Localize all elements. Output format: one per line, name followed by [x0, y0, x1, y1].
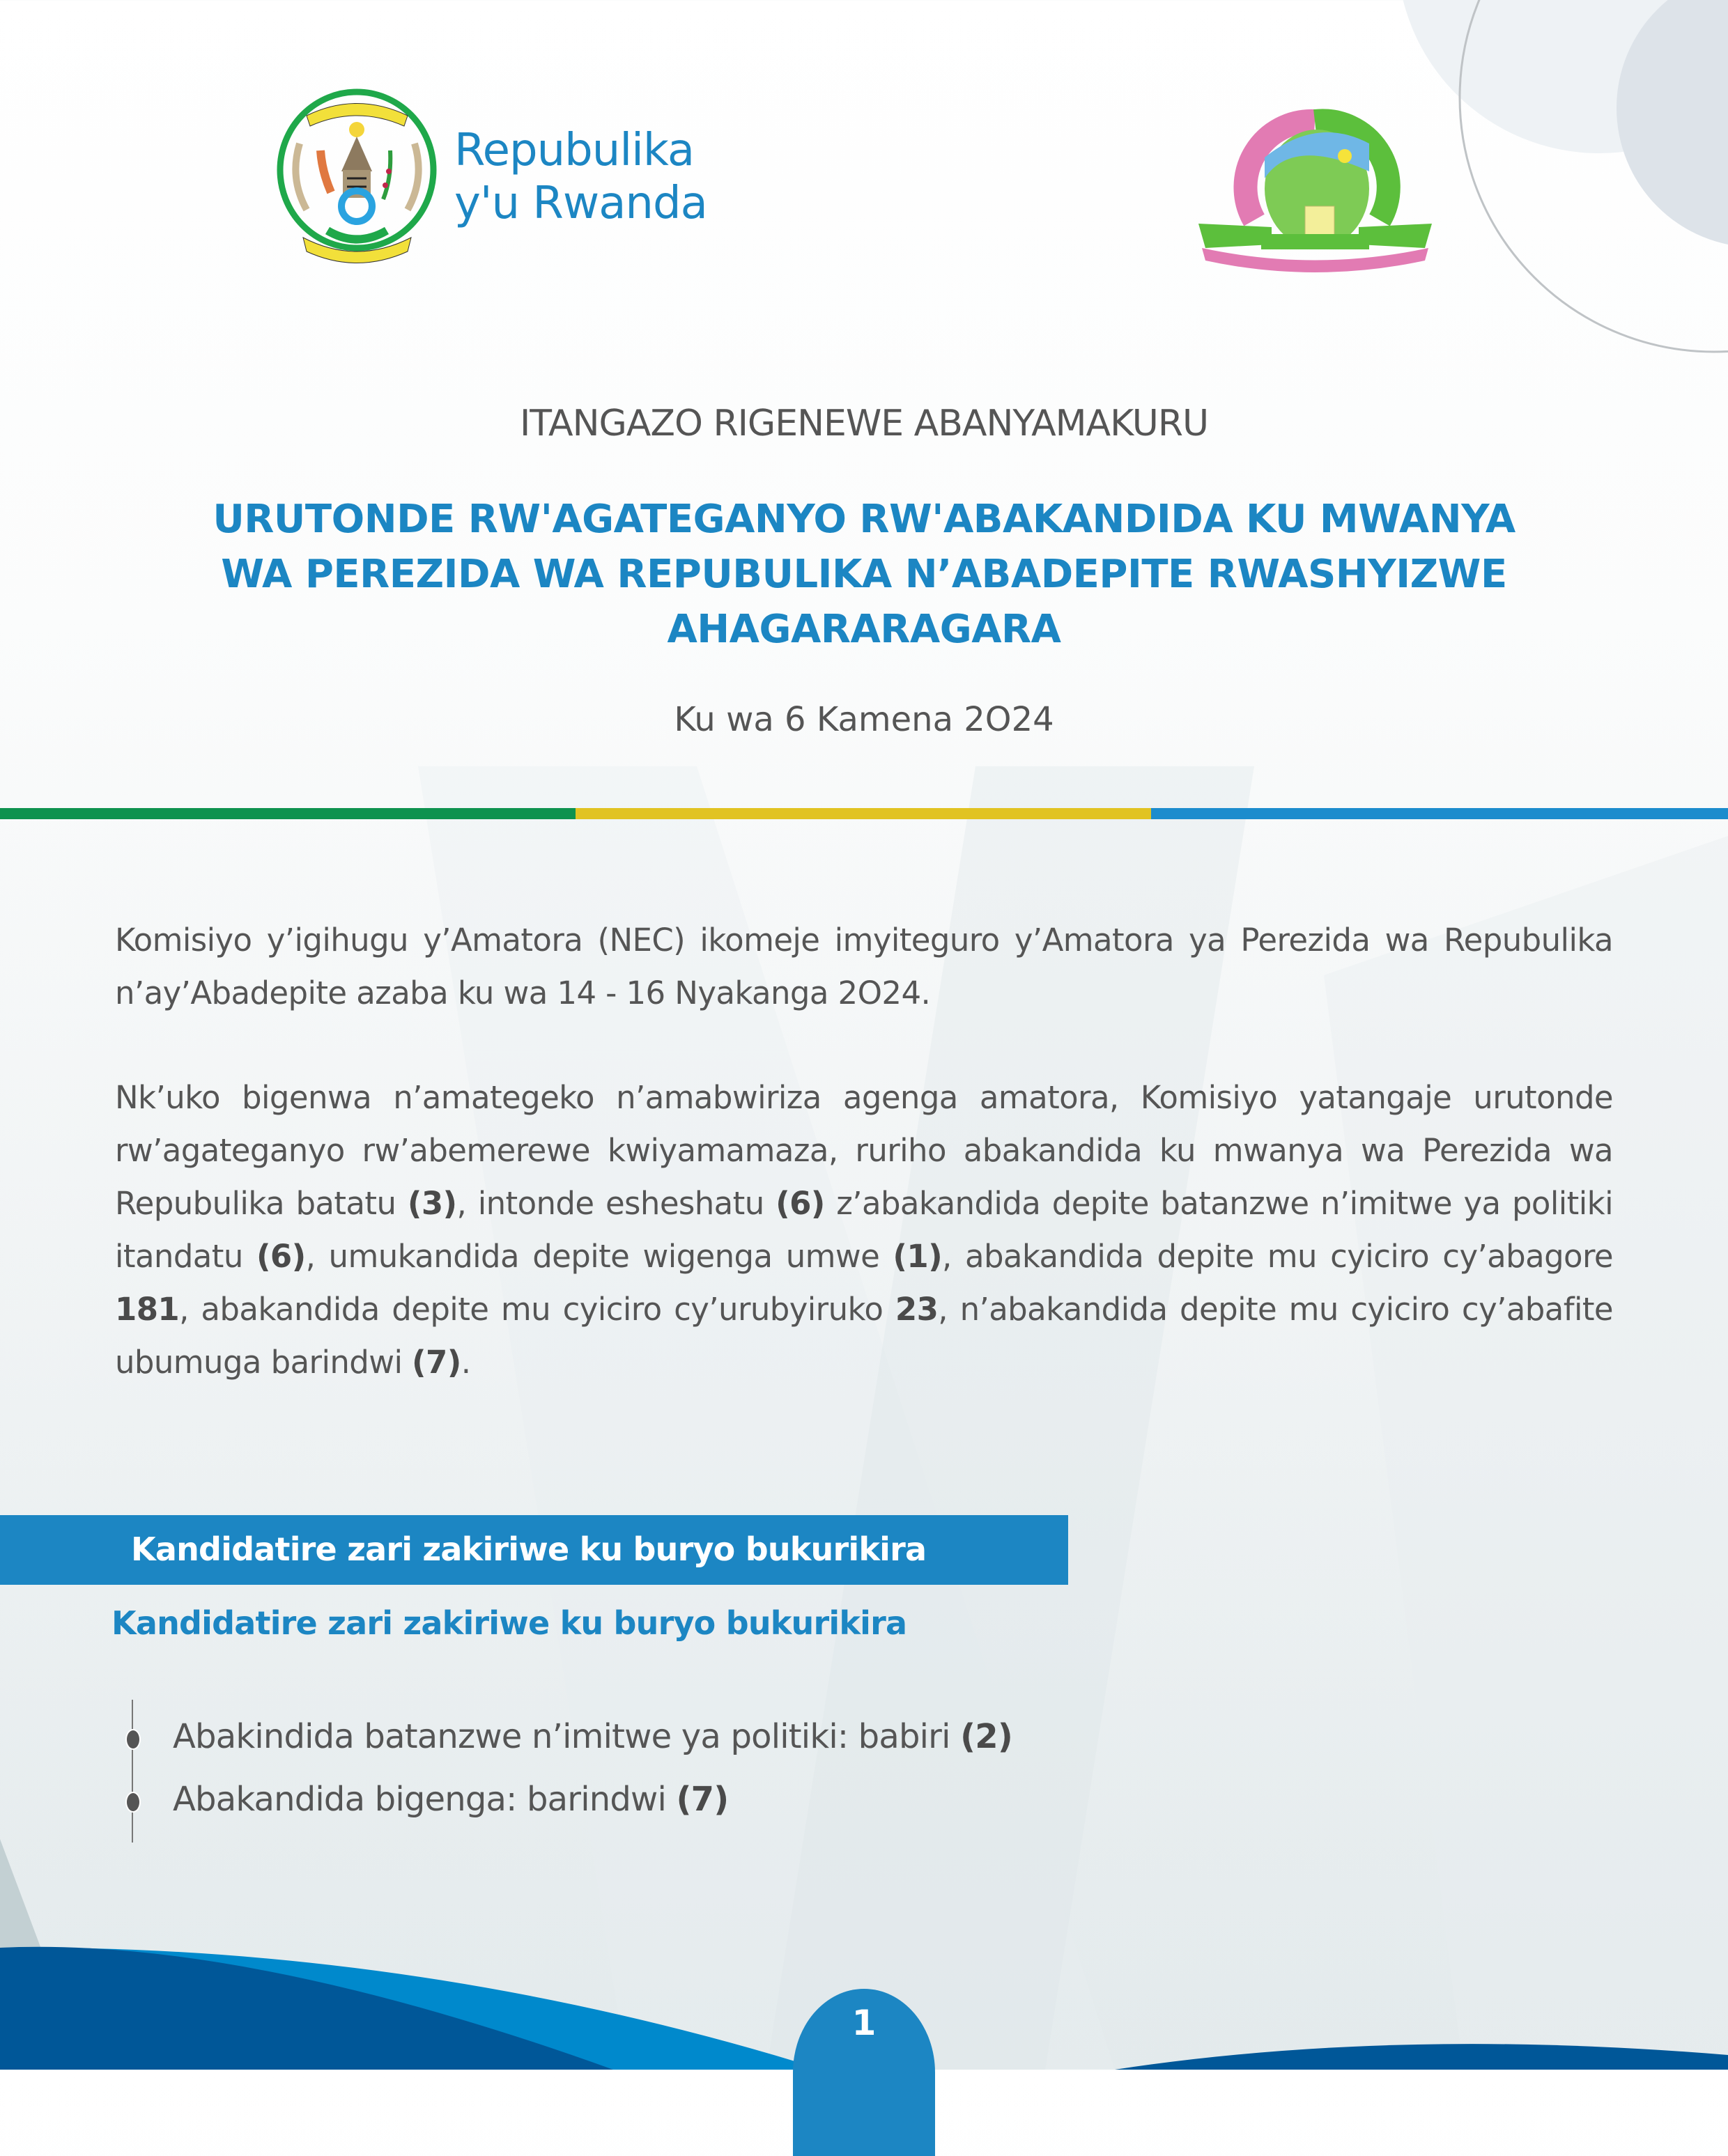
bullet-dot-icon	[125, 1792, 141, 1813]
coat-of-arms-logo	[272, 88, 442, 273]
intro-paragraph: Komisiyo y’igihugu y’Amatora (NEC) ikomeje imyiteguro y’Amatora ya Perezida wa Repubulika n’ay’Abadepite azaba ku wa 14 - 16 Nyakanga 2O24.	[115, 922, 1613, 1011]
page-number: 1	[851, 2003, 877, 2043]
section-subheading: Kandidatire zari zakiriwe ku buryo bukurikira	[111, 1604, 907, 1642]
count-independent: (1)	[893, 1238, 943, 1275]
list-item: Abakindida batanzwe n’imitwe ya politiki: babiri (2)	[173, 1717, 1012, 1756]
flag-stripe-green	[0, 808, 576, 819]
title-line: WA PEREZIDA WA REPUBULIKA N’ABADEPITE RWASHYIZWE	[221, 552, 1507, 597]
count-disability: (7)	[412, 1344, 461, 1381]
count-lists: (6)	[776, 1185, 825, 1222]
count-parties: (6)	[256, 1238, 306, 1275]
section-banner	[0, 1515, 1068, 1585]
count-youth: 23	[895, 1291, 939, 1328]
bullet-timeline-line	[132, 1700, 133, 1843]
flag-stripe-yellow	[576, 808, 1151, 819]
brand-line-2: y'u Rwanda	[454, 178, 707, 229]
candidates-paragraph: Nk’uko bigenwa n’amategeko n’amabwiriza agenga amatora, Komisiyo yatangaje urutonde rw’agateganyo rw’abemerewe kwiyamamaza, ruriho abakandida ku mwanya wa Perezida wa Repubulika batatu (3), intonde esheshatu (6) z’abakandida depite batanzwe n’imitwe ya politiki itandatu (6), umukandida depite wigenga umwe (1), abakandida depite mu cyiciro cy’abagore 181, abakandida depite mu cyiciro cy’urubyiruko 23, n’abakandida depite mu cyiciro cy’abafite ubumuga barindwi (7).	[115, 1079, 1613, 1381]
bullet-dot-icon	[125, 1729, 141, 1750]
brand-name	[454, 124, 707, 230]
title-line: URUTONDE RW'AGATEGANYO RW'ABAKANDIDA KU MWANYA	[213, 497, 1515, 542]
nec-logo	[1188, 102, 1442, 280]
document-date: Ku wa 6 Kamena 2O24	[674, 700, 1054, 739]
flag-stripe-blue	[1151, 808, 1728, 819]
list-item: Abakandida bigenga: barindwi (7)	[173, 1780, 729, 1819]
section-banner-label: Kandidatire zari zakiriwe ku buryo bukurikira	[131, 1530, 927, 1568]
count-president: (3)	[407, 1185, 457, 1222]
title-line: AHAGARARAGARA	[667, 607, 1061, 652]
count-women: 181	[115, 1291, 180, 1328]
document-title	[84, 492, 1644, 657]
press-release-kicker: ITANGAZO RIGENEWE ABANYAMAKURU	[519, 403, 1209, 444]
brand-line-1: Repubulika	[454, 125, 695, 176]
page-number-badge	[793, 1989, 935, 2156]
